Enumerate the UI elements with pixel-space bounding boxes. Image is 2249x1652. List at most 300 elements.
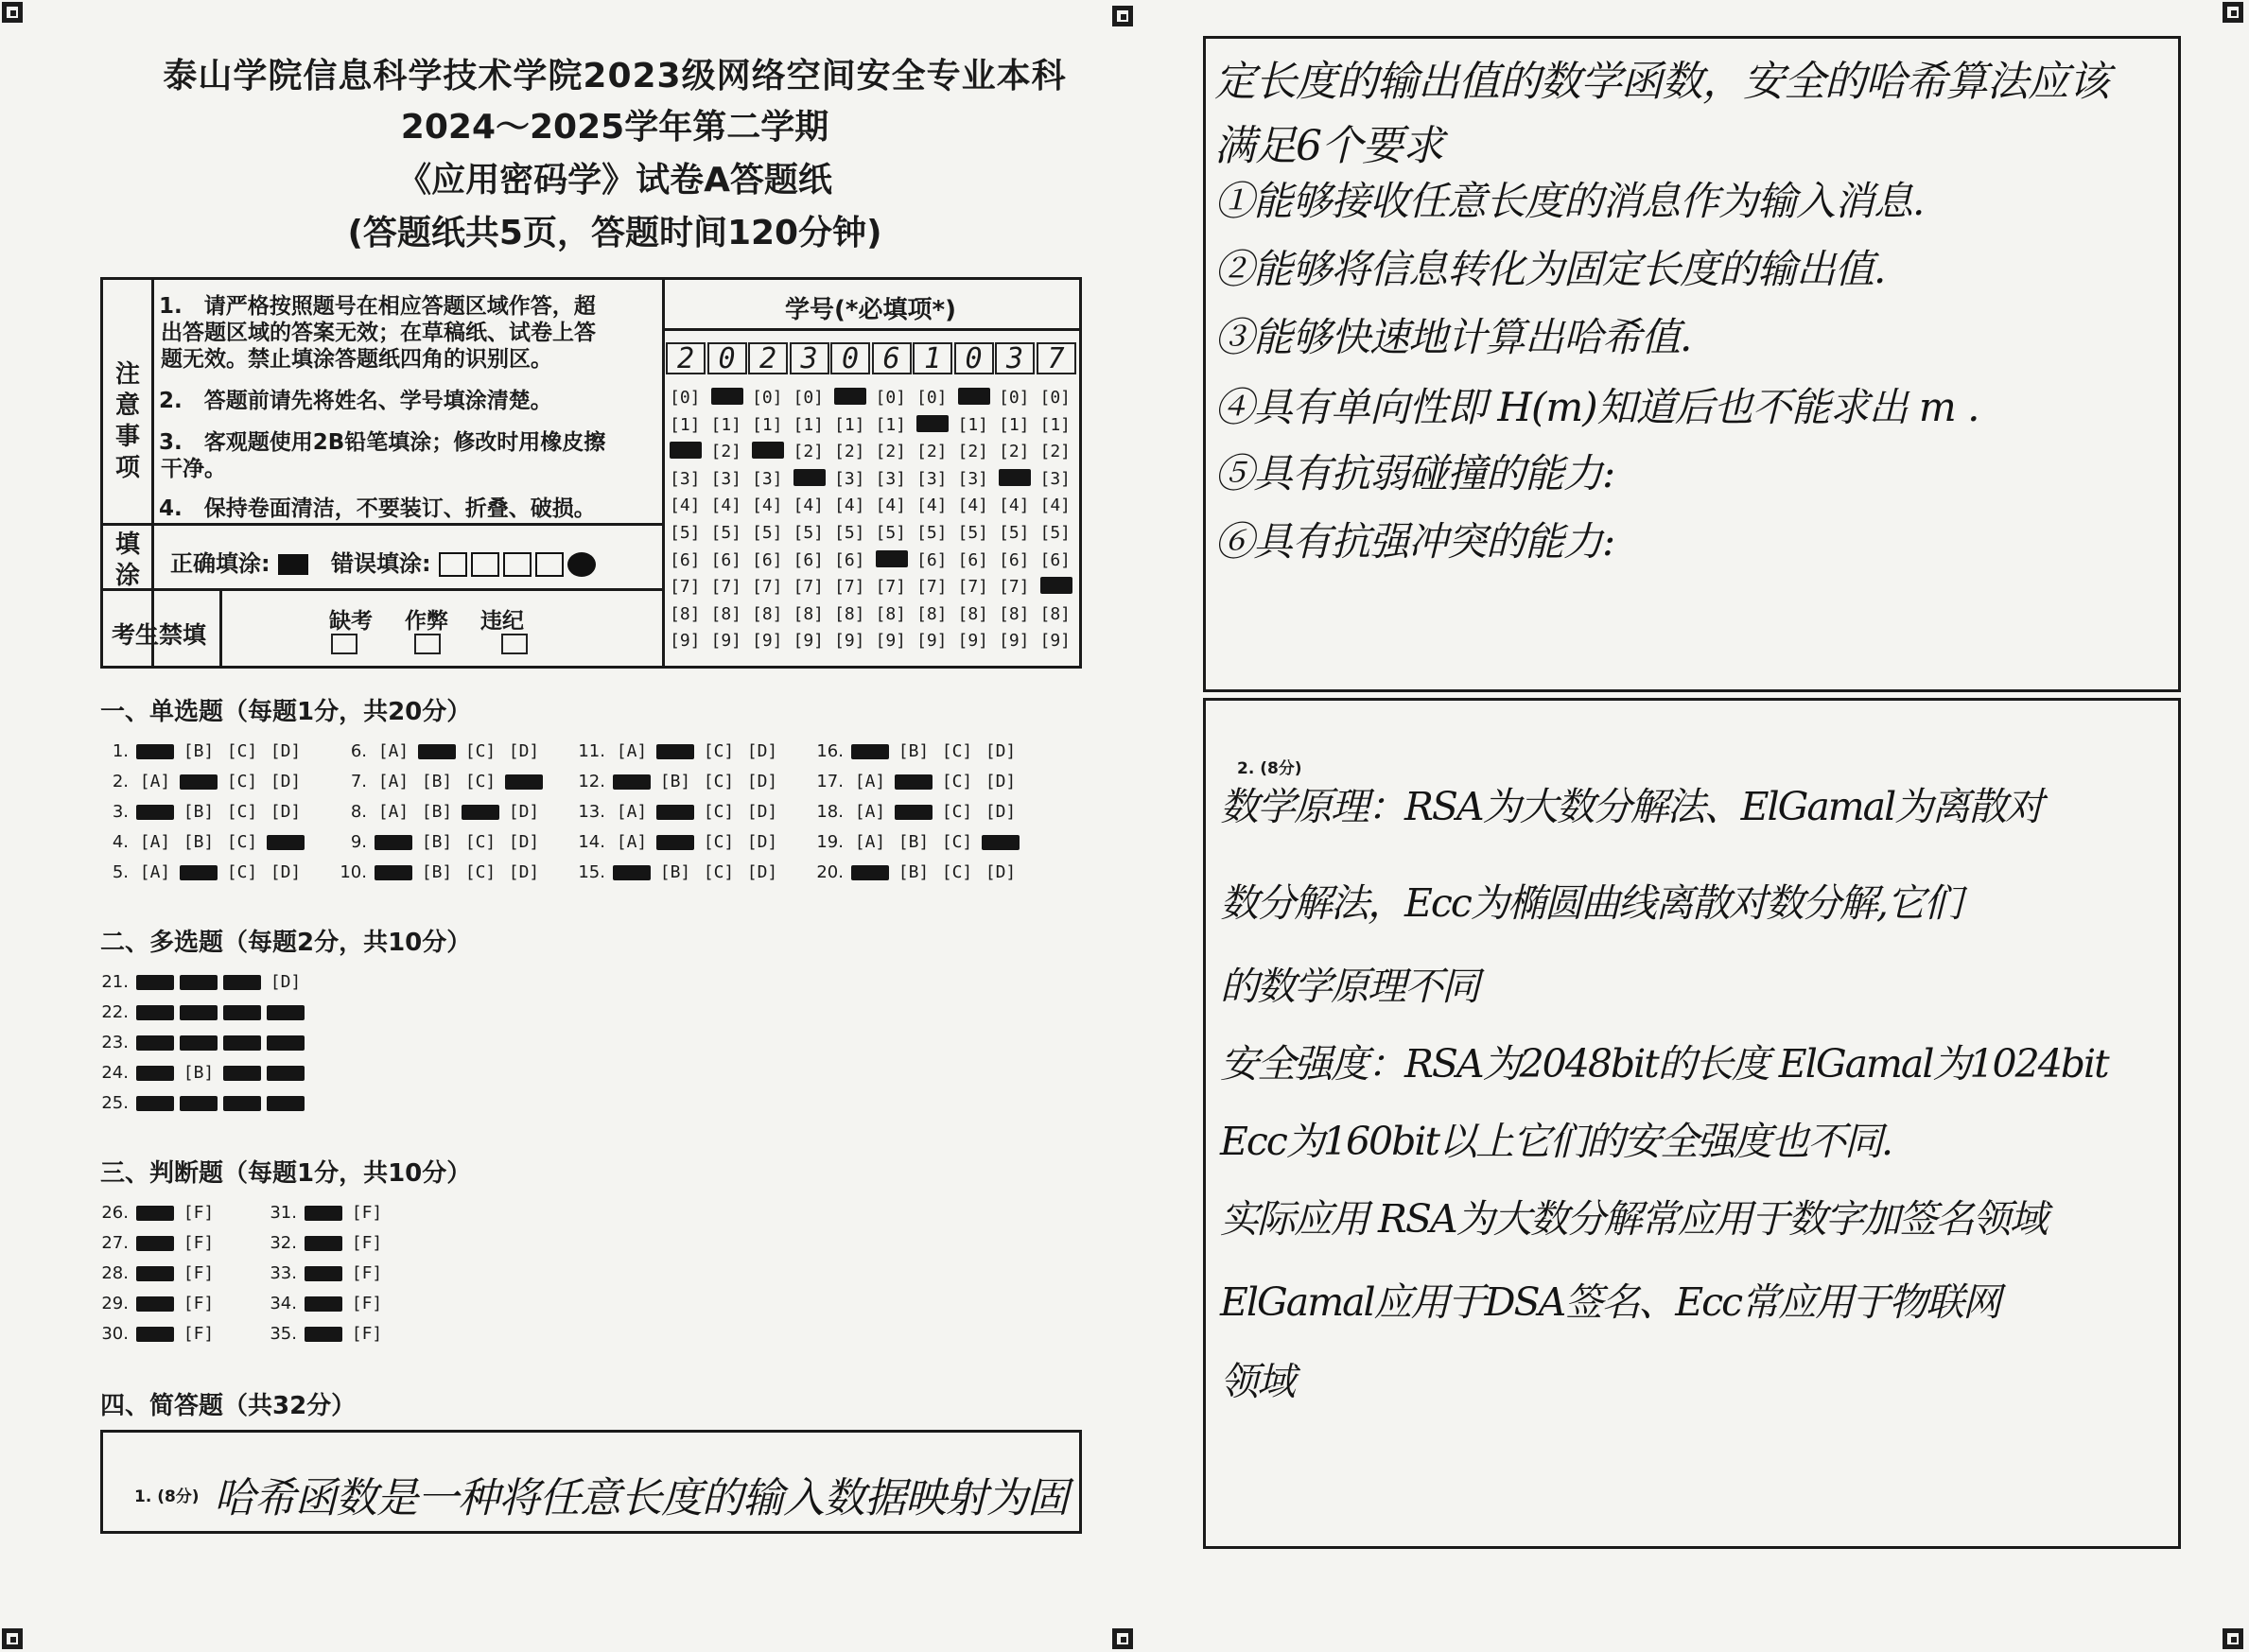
option-bubble-d[interactable] (505, 774, 543, 790)
option-bubble-c[interactable]: [C] (464, 832, 497, 852)
q1-answer-line-7: ④具有单向性即 H(m)知道后也不能求出 m . (1214, 384, 1979, 430)
option-bubble-a[interactable]: [A] (377, 741, 410, 761)
student-id-bubble[interactable]: [5] (793, 523, 825, 543)
student-id-bubble[interactable]: [8] (670, 603, 701, 624)
option-bubble-d[interactable]: [D] (508, 741, 540, 761)
student-id-bubble[interactable]: [7] (793, 577, 825, 598)
option-bubble-t[interactable] (305, 1206, 342, 1221)
student-id-bubble[interactable]: [0] (999, 388, 1030, 408)
student-id-bubble[interactable]: [2] (875, 442, 907, 462)
single-choice-q17 (810, 772, 1025, 791)
student-id-bubble[interactable] (958, 388, 990, 405)
option-bubble-c[interactable]: [C] (941, 832, 973, 852)
option-bubble-d[interactable] (267, 1035, 305, 1051)
student-id-bubble[interactable]: [6] (999, 549, 1030, 570)
option-bubble-d[interactable]: [D] (746, 832, 778, 852)
question-number: 33. (270, 1263, 297, 1283)
student-id-bubble[interactable]: [0] (670, 388, 701, 408)
question-number: 32. (270, 1233, 297, 1253)
registration-mark-top-left (2, 2, 23, 23)
single-choice-q5 (95, 862, 310, 882)
option-bubble-f[interactable]: [F] (183, 1203, 215, 1223)
option-bubble-a[interactable]: [A] (139, 832, 171, 852)
student-id-bubble[interactable]: [7] (875, 577, 907, 598)
student-id-bubble[interactable]: [3] (834, 468, 865, 489)
student-id-bubble[interactable] (834, 388, 866, 405)
option-bubble-c[interactable]: [C] (464, 741, 497, 761)
option-bubble-c[interactable] (223, 1096, 261, 1111)
option-bubble-c[interactable]: [C] (226, 802, 258, 822)
option-bubble-c[interactable]: [C] (941, 772, 973, 791)
student-id-bubble[interactable] (999, 469, 1031, 486)
question-number: 27. (101, 1233, 129, 1253)
student-id-bubble[interactable]: [3] (670, 468, 701, 489)
option-bubble-t[interactable] (136, 1266, 174, 1281)
student-id-bubble[interactable]: [9] (1039, 631, 1072, 652)
option-bubble-a[interactable]: [A] (377, 802, 410, 822)
student-id-bubble[interactable]: [5] (916, 523, 948, 543)
option-bubble-d[interactable]: [D] (270, 972, 302, 992)
single-choice-q6 (333, 741, 549, 761)
student-id-bubble[interactable]: [7] (999, 577, 1030, 598)
option-bubble-c[interactable]: [C] (703, 862, 735, 882)
option-bubble-b[interactable] (180, 1096, 218, 1111)
wrong-fill-example-2 (471, 552, 499, 577)
option-bubble-f[interactable]: [F] (351, 1294, 383, 1313)
option-bubble-a[interactable] (136, 1035, 174, 1051)
student-id-bubble[interactable]: [2] (710, 442, 742, 462)
student-id-bubble[interactable]: [5] (957, 523, 989, 543)
option-bubble-a[interactable] (136, 744, 174, 759)
option-bubble-c[interactable]: [C] (226, 741, 258, 761)
student-id-bubble[interactable]: [2] (1039, 442, 1072, 462)
violation-label: 违纪 (480, 609, 524, 634)
student-id-bubble[interactable]: [4] (710, 496, 742, 516)
student-id-bubble[interactable]: [9] (916, 631, 948, 652)
student-id-bubble[interactable]: [3] (1039, 468, 1072, 489)
option-bubble-b[interactable] (656, 805, 694, 820)
true-false-q34 (263, 1294, 392, 1313)
student-id-bubble[interactable] (752, 442, 784, 459)
q2-score-label: 2. (8分) (1237, 759, 1302, 778)
divider (219, 588, 222, 669)
single-choice-q11 (571, 741, 787, 761)
student-id-bubble[interactable]: [0] (752, 388, 783, 408)
student-id-bubble[interactable]: [1] (957, 414, 989, 435)
option-bubble-c[interactable]: [C] (226, 832, 258, 852)
option-bubble-b[interactable]: [B] (898, 862, 930, 882)
student-id-bubble[interactable]: [8] (752, 603, 783, 624)
student-id-bubble[interactable]: [2] (916, 442, 948, 462)
option-bubble-b[interactable] (180, 865, 218, 880)
absent-checkbox[interactable] (331, 634, 357, 654)
option-bubble-a[interactable]: [A] (616, 741, 648, 761)
single-choice-q7 (333, 772, 549, 791)
forbid-fill-label: 考生禁填 (112, 621, 207, 649)
option-bubble-c[interactable]: [C] (941, 741, 973, 761)
student-id-bubble[interactable]: [0] (875, 388, 907, 408)
student-id-bubble[interactable] (1040, 577, 1072, 594)
student-id-bubble[interactable] (916, 415, 949, 432)
student-id-bubble[interactable]: [6] (752, 549, 783, 570)
option-bubble-b[interactable]: [B] (421, 862, 453, 882)
option-bubble-d[interactable]: [D] (270, 741, 302, 761)
option-bubble-a[interactable] (136, 805, 174, 820)
multi-choice-q25 (95, 1093, 310, 1113)
student-id-bubble[interactable]: [0] (916, 388, 948, 408)
student-id-bubble[interactable]: [6] (710, 549, 742, 570)
option-bubble-b[interactable] (180, 1005, 218, 1020)
option-bubble-b[interactable]: [B] (421, 802, 453, 822)
option-bubble-c[interactable]: [C] (464, 862, 497, 882)
question-number: 25. (101, 1093, 129, 1113)
true-false-q26 (95, 1203, 223, 1223)
single-choice-q15 (571, 862, 787, 882)
true-false-q27 (95, 1233, 223, 1253)
option-bubble-d[interactable]: [D] (270, 802, 302, 822)
option-bubble-a[interactable] (851, 865, 889, 880)
option-bubble-d[interactable]: [D] (985, 741, 1017, 761)
option-bubble-t[interactable] (136, 1206, 174, 1221)
true-false-q32 (263, 1233, 392, 1253)
student-id-bubble[interactable]: [5] (875, 523, 907, 543)
student-id-bubble[interactable]: [4] (793, 496, 825, 516)
question-number: 22. (101, 1002, 129, 1022)
student-id-bubble[interactable] (670, 442, 702, 459)
student-id-bubble[interactable]: [1] (875, 414, 907, 435)
student-id-bubble[interactable]: [6] (834, 549, 865, 570)
question-number: 14. (578, 832, 605, 852)
cheat-checkbox[interactable] (414, 634, 441, 654)
option-bubble-d[interactable]: [D] (270, 862, 302, 882)
option-bubble-f[interactable]: [F] (351, 1203, 383, 1223)
single-choice-q20 (810, 862, 1025, 882)
student-id-bubble[interactable]: [1] (1039, 414, 1072, 435)
q2-answer-line-2: 数分解法，Ecc为椭圆曲线离散对数分解,它们 (1220, 880, 1961, 926)
option-bubble-a[interactable] (375, 865, 412, 880)
option-bubble-b[interactable]: [B] (421, 772, 453, 791)
student-id-bubble[interactable]: [6] (670, 549, 701, 570)
option-bubble-a[interactable]: [A] (139, 772, 171, 791)
option-bubble-d[interactable]: [D] (746, 741, 778, 761)
student-id-bubble[interactable]: [8] (875, 603, 907, 624)
option-bubble-d[interactable]: [D] (746, 862, 778, 882)
q2-answer-line-4: 安全强度：RSA为2048bit的长度 ElGamal为1024bit (1220, 1041, 2108, 1087)
option-bubble-a[interactable]: [A] (854, 832, 886, 852)
option-bubble-f[interactable]: [F] (351, 1233, 383, 1253)
student-id-bubble[interactable]: [6] (957, 549, 989, 570)
option-bubble-b[interactable] (180, 975, 218, 990)
registration-mark-bottom-middle (1112, 1628, 1133, 1649)
notice-line-2: 出答题区域的答案无效；在草稿纸、试卷上答 (161, 321, 596, 345)
label-tiantu: 填涂 (114, 530, 140, 586)
option-bubble-c[interactable] (462, 805, 499, 820)
student-id-bubble[interactable]: [8] (1039, 603, 1072, 624)
option-bubble-c[interactable]: [C] (703, 741, 735, 761)
option-bubble-d[interactable] (267, 835, 305, 850)
option-bubble-a[interactable] (136, 975, 174, 990)
option-bubble-c[interactable] (223, 975, 261, 990)
violation-checkbox[interactable] (501, 634, 528, 654)
student-id-bubble[interactable]: [3] (752, 468, 783, 489)
q1-answer-line-9: ⑥具有抗强冲突的能力: (1214, 518, 1615, 565)
option-bubble-f[interactable]: [F] (183, 1233, 215, 1253)
option-bubble-d[interactable]: [D] (746, 802, 778, 822)
single-choice-q1 (95, 741, 310, 761)
student-id-bubble[interactable]: [8] (957, 603, 989, 624)
student-id-bubble[interactable]: [8] (834, 603, 865, 624)
student-id-bubble[interactable]: [9] (834, 631, 865, 652)
option-bubble-c[interactable]: [C] (941, 802, 973, 822)
option-bubble-d[interactable]: [D] (746, 772, 778, 791)
option-bubble-b[interactable]: [B] (659, 772, 691, 791)
student-id-bubble[interactable]: [9] (670, 631, 701, 652)
option-bubble-b[interactable]: [B] (183, 832, 215, 852)
question-number: 6. (350, 741, 367, 761)
single-choice-q16 (810, 741, 1025, 761)
wrong-fill-example-1 (439, 552, 467, 577)
q1-score-label: 1. (8分) (134, 1487, 200, 1506)
option-bubble-b[interactable]: [B] (183, 741, 215, 761)
option-bubble-t[interactable] (136, 1236, 174, 1251)
student-id-bubble[interactable]: [4] (916, 496, 948, 516)
true-false-q28 (95, 1263, 223, 1283)
option-bubble-c[interactable]: [C] (703, 802, 735, 822)
option-bubble-f[interactable]: [F] (351, 1263, 383, 1283)
notice-line-5: 3. 客观题使用2B铅笔填涂；修改时用橡皮擦 (159, 430, 606, 455)
section2-title: 二、多选题（每题2分，共10分） (100, 929, 472, 957)
student-id-bubble[interactable]: [2] (999, 442, 1030, 462)
student-id-bubble[interactable]: [1] (710, 414, 742, 435)
option-bubble-b[interactable] (180, 1035, 218, 1051)
correct-fill-label (170, 545, 308, 578)
student-id-bubble[interactable]: [0] (1039, 388, 1072, 408)
option-bubble-t[interactable] (305, 1296, 342, 1312)
option-bubble-t[interactable] (305, 1266, 342, 1281)
question-number: 19. (816, 832, 844, 852)
single-choice-q18 (810, 802, 1025, 822)
student-id-bubble[interactable]: [5] (710, 523, 742, 543)
student-id-bubble[interactable]: [8] (916, 603, 948, 624)
option-bubble-b[interactable] (656, 744, 694, 759)
notice-line-3: 题无效。禁止填涂答题纸四角的识别区。 (161, 347, 552, 372)
option-bubble-a[interactable]: [A] (854, 772, 886, 791)
student-id-bubble[interactable]: [5] (1039, 523, 1072, 543)
student-id-bubble[interactable]: [9] (957, 631, 989, 652)
option-bubble-b[interactable] (418, 744, 456, 759)
student-id-bubble[interactable]: [4] (1039, 496, 1072, 516)
option-bubble-a[interactable] (136, 1066, 174, 1081)
student-id-bubble[interactable]: [4] (670, 496, 701, 516)
option-bubble-c[interactable]: [C] (226, 862, 258, 882)
student-id-bubble[interactable]: [6] (1039, 549, 1072, 570)
student-id-bubble[interactable]: [5] (670, 523, 701, 543)
student-id-bubble[interactable]: [2] (793, 442, 825, 462)
option-bubble-a[interactable] (136, 1096, 174, 1111)
notice-line-7: 4. 保持卷面清洁，不要装订、折叠、破损。 (159, 496, 596, 521)
student-id-bubble[interactable]: [9] (710, 631, 742, 652)
question-number: 18. (816, 802, 844, 822)
student-id-bubble[interactable] (793, 469, 826, 486)
option-bubble-c[interactable]: [C] (703, 832, 735, 852)
student-id-bubble[interactable]: [5] (752, 523, 783, 543)
option-bubble-t[interactable] (305, 1236, 342, 1251)
student-id-bubble[interactable]: [5] (999, 523, 1030, 543)
student-id-bubble[interactable]: [4] (957, 496, 989, 516)
student-id-bubble[interactable]: [4] (999, 496, 1030, 516)
option-bubble-a[interactable] (613, 865, 651, 880)
student-id-digit-1: 2 (666, 342, 706, 374)
student-id-bubble[interactable]: [1] (834, 414, 865, 435)
student-id-bubble[interactable]: [7] (957, 577, 989, 598)
option-bubble-a[interactable]: [A] (377, 772, 410, 791)
option-bubble-c[interactable]: [C] (464, 772, 497, 791)
student-id-bubble[interactable]: [2] (957, 442, 989, 462)
option-bubble-a[interactable]: [A] (616, 802, 648, 822)
registration-mark-bottom-left (2, 1628, 23, 1649)
option-bubble-c[interactable] (223, 1066, 261, 1081)
student-id-bubble[interactable] (876, 550, 908, 567)
option-bubble-d[interactable]: [D] (508, 802, 540, 822)
option-bubble-t[interactable] (136, 1296, 174, 1312)
divider (100, 523, 664, 526)
option-bubble-b[interactable]: [B] (183, 802, 215, 822)
student-id-bubble[interactable]: [6] (916, 549, 948, 570)
option-bubble-a[interactable] (851, 744, 889, 759)
student-id-bubble[interactable]: [3] (710, 468, 742, 489)
option-bubble-b[interactable] (895, 805, 933, 820)
option-bubble-d[interactable]: [D] (985, 862, 1017, 882)
student-id-bubble[interactable]: [1] (999, 414, 1030, 435)
question-number: 30. (101, 1324, 129, 1344)
section1-title: 一、单选题（每题1分，共20分） (100, 698, 472, 726)
option-bubble-b[interactable]: [B] (659, 862, 691, 882)
option-bubble-d[interactable] (267, 1005, 305, 1020)
single-choice-q13 (571, 802, 787, 822)
option-bubble-d[interactable]: [D] (270, 772, 302, 791)
option-bubble-a[interactable] (136, 1005, 174, 1020)
option-bubble-a[interactable] (613, 774, 651, 790)
student-id-bubble[interactable]: [9] (999, 631, 1030, 652)
option-bubble-b[interactable] (656, 835, 694, 850)
option-bubble-d[interactable] (267, 1096, 305, 1111)
option-bubble-b[interactable]: [B] (898, 832, 930, 852)
student-id-bubble[interactable]: [4] (875, 496, 907, 516)
option-bubble-a[interactable]: [A] (616, 832, 648, 852)
option-bubble-c[interactable]: [C] (226, 772, 258, 791)
student-id-digit-2: 0 (707, 342, 747, 374)
question-number: 5. (112, 862, 129, 882)
option-bubble-b[interactable] (895, 774, 933, 790)
true-false-q31 (263, 1203, 392, 1223)
option-bubble-b[interactable] (180, 774, 218, 790)
option-bubble-f[interactable]: [F] (183, 1324, 215, 1344)
student-id-bubble[interactable]: [7] (916, 577, 948, 598)
student-id-bubble[interactable]: [7] (710, 577, 742, 598)
student-id-bubble[interactable]: [7] (752, 577, 783, 598)
question-number: 20. (816, 862, 844, 882)
question-number: 23. (101, 1033, 129, 1052)
wrong-fill-text: 错误填涂: (331, 550, 431, 577)
question-number: 17. (816, 772, 844, 791)
question-number: 34. (270, 1294, 297, 1313)
student-id-bubble[interactable]: [4] (752, 496, 783, 516)
option-bubble-a[interactable]: [A] (139, 862, 171, 882)
option-bubble-c[interactable] (223, 1035, 261, 1051)
student-id-bubble[interactable]: [1] (793, 414, 825, 435)
option-bubble-c[interactable]: [C] (703, 772, 735, 791)
student-id-bubble[interactable]: [3] (916, 468, 948, 489)
student-id-bubble[interactable]: [8] (793, 603, 825, 624)
option-bubble-a[interactable] (375, 835, 412, 850)
option-bubble-d[interactable] (267, 1066, 305, 1081)
student-id-bubble[interactable]: [3] (957, 468, 989, 489)
question-number: 29. (101, 1294, 129, 1313)
student-id-bubble[interactable]: [7] (834, 577, 865, 598)
option-bubble-t[interactable] (136, 1327, 174, 1342)
correct-fill-example (278, 554, 308, 575)
student-id-bubble[interactable]: [3] (875, 468, 907, 489)
student-id-bubble[interactable] (711, 388, 743, 405)
q1-answer-line-6: ③能够快速地计算出哈希值. (1214, 314, 1692, 360)
option-bubble-b[interactable]: [B] (183, 1063, 215, 1083)
multi-choice-q21 (95, 972, 310, 992)
cheat-label: 作弊 (405, 609, 448, 634)
option-bubble-f[interactable]: [F] (351, 1324, 383, 1344)
registration-mark-top-middle (1112, 6, 1133, 26)
student-id-bubble[interactable]: [2] (834, 442, 865, 462)
option-bubble-a[interactable]: [A] (854, 802, 886, 822)
student-id-bubble[interactable]: [7] (670, 577, 701, 598)
student-id-bubble[interactable]: [1] (670, 414, 701, 435)
option-bubble-d[interactable]: [D] (508, 832, 540, 852)
student-id-bubble[interactable]: [4] (834, 496, 865, 516)
option-bubble-d[interactable]: [D] (985, 772, 1017, 791)
section4-title: 四、简答题（共32分） (100, 1392, 357, 1420)
option-bubble-d[interactable]: [D] (985, 802, 1017, 822)
student-id-bubble[interactable]: [8] (999, 603, 1030, 624)
student-id-bubble[interactable]: [5] (834, 523, 865, 543)
option-bubble-t[interactable] (305, 1327, 342, 1342)
true-false-q29 (95, 1294, 223, 1313)
student-id-bubble[interactable]: [9] (793, 631, 825, 652)
student-id-bubble[interactable]: [1] (752, 414, 783, 435)
option-bubble-f[interactable]: [F] (183, 1263, 215, 1283)
option-bubble-b[interactable]: [B] (898, 741, 930, 761)
student-id-digit-9: 3 (995, 342, 1035, 374)
question-number: 26. (101, 1203, 129, 1223)
student-id-digit-4: 3 (790, 342, 829, 374)
option-bubble-b[interactable]: [B] (421, 832, 453, 852)
student-id-bubble[interactable]: [8] (710, 603, 742, 624)
student-id-bubble[interactable]: [9] (752, 631, 783, 652)
exam-header-line4: (答题纸共5页，答题时间120分钟) (347, 214, 882, 252)
student-id-bubble[interactable]: [6] (793, 549, 825, 570)
divider (100, 588, 664, 591)
student-id-bubble[interactable]: [9] (875, 631, 907, 652)
option-bubble-c[interactable] (223, 1005, 261, 1020)
option-bubble-c[interactable]: [C] (941, 862, 973, 882)
single-choice-q19 (810, 832, 1025, 852)
question-number: 16. (816, 741, 844, 761)
single-choice-q8 (333, 802, 549, 822)
option-bubble-f[interactable]: [F] (183, 1294, 215, 1313)
single-choice-q3 (95, 802, 310, 822)
option-bubble-d[interactable]: [D] (508, 862, 540, 882)
wrong-fill-label (331, 545, 600, 578)
student-id-bubble[interactable]: [0] (793, 388, 825, 408)
option-bubble-d[interactable] (982, 835, 1020, 850)
